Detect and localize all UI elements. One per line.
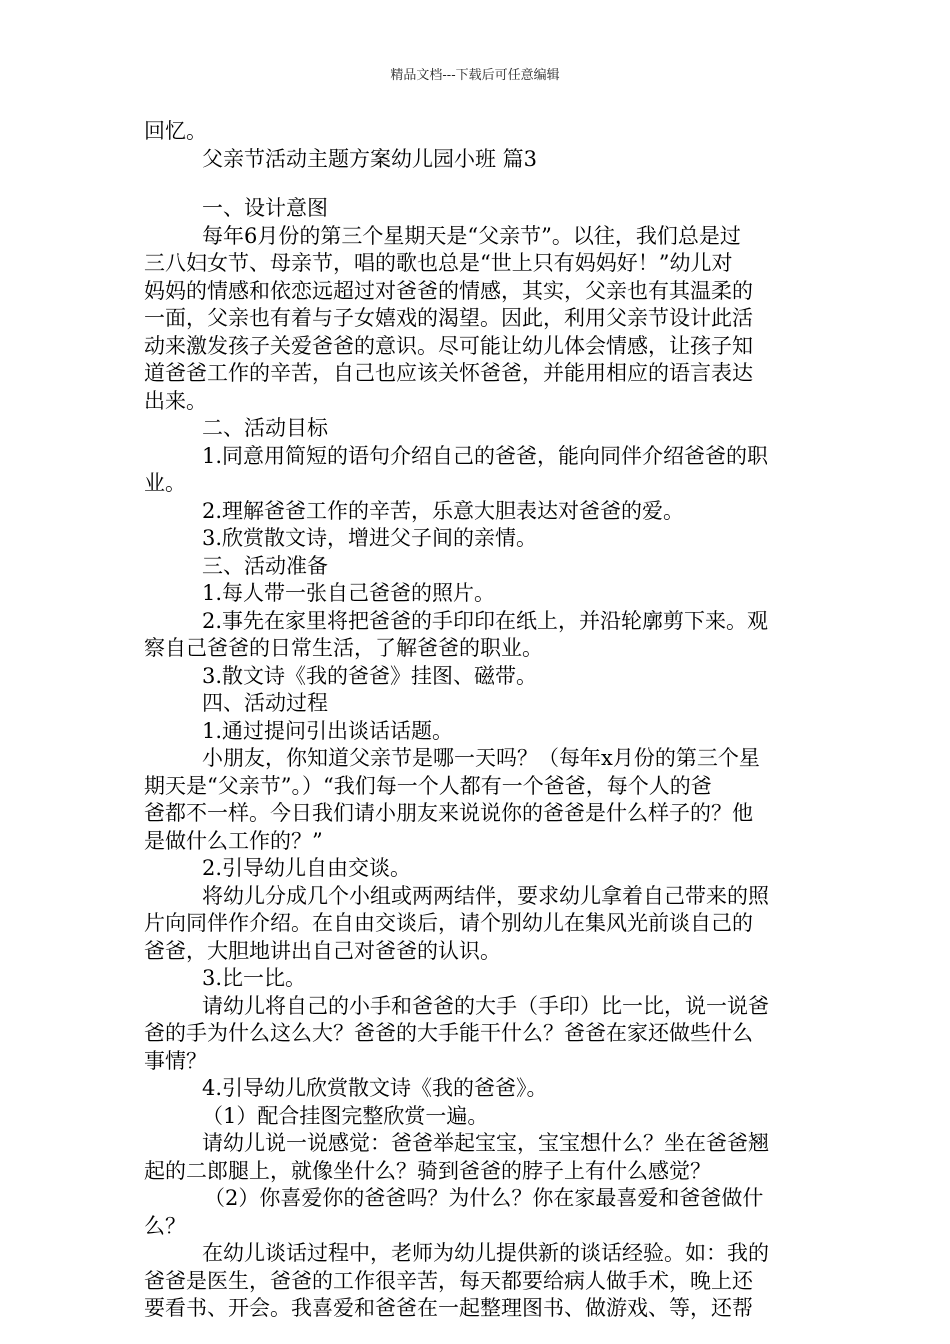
text-line: 3.比一比。 [202, 966, 307, 990]
text-line: 回忆。 [144, 119, 207, 143]
text-line: 三八妇女节、母亲节，唱的歌也总是“世上只有妈妈好！”幼儿对 [144, 251, 733, 275]
text-line: 3.欣赏散文诗，增进父子间的亲情。 [202, 526, 538, 550]
text-line: 2.引导幼儿自由交谈。 [202, 856, 412, 880]
text-line: 事情？ [144, 1048, 207, 1073]
text-line: 将幼儿分成几个小组或两两结伴，要求幼儿拿着自己带来的照 [202, 883, 769, 908]
document-body [144, 118, 808, 1323]
text-line: 父亲节活动主题方案幼儿园小班 篇3 [202, 146, 538, 171]
text-line: 要看书、开会。我喜爱和爸爸在一起整理图书、做游戏、等，还帮 [144, 1296, 753, 1320]
text-line: 爸爸，大胆地讲出自己对爸爸的认识。 [144, 938, 501, 963]
text-line: 1.通过提问引出谈话话题。 [202, 718, 454, 743]
text-line: 出来。 [144, 388, 207, 413]
text-line: 四、活动过程 [202, 691, 328, 715]
text-line: 爸的手为什么这么大？爸爸的大手能干什么？爸爸在家还做些什么 [144, 1021, 753, 1045]
text-line: 1.每人带一张自己爸爸的照片。 [202, 581, 496, 605]
text-line: 3.散文诗《我的爸爸》挂图、磁带。 [202, 663, 538, 688]
text-line: 一面，父亲也有着与子女嬉戏的渴望。因此，利用父亲节设计此活 [144, 306, 753, 330]
text-line: 三、活动准备 [202, 553, 328, 578]
text-line: 片向同伴作介绍。在自由交谈后，请个别幼儿在集风光前谈自己的 [144, 911, 753, 935]
text-line: 4.引导幼儿欣赏散文诗《我的爸爸》。 [202, 1076, 548, 1100]
page-header: 精品文档---下载后可任意编辑 [390, 68, 560, 83]
text-line: 期天是“父亲节”。）“我们每一个人都有一个爸爸，每个人的爸 [144, 773, 712, 798]
text-line: （1）配合挂图完整欣赏一遍。 [202, 1103, 489, 1128]
text-line: 请幼儿说一说感觉：爸爸举起宝宝，宝宝想什么？坐在爸爸翘 [202, 1131, 769, 1155]
text-line: 2.事先在家里将把爸爸的手印印在纸上，并沿轮廓剪下来。观 [202, 608, 769, 633]
text-line: 请幼儿将自己的小手和爸爸的大手（手印）比一比，说一说爸 [202, 993, 769, 1018]
text-line: 么？ [144, 1213, 186, 1238]
text-line: 一、设计意图 [202, 196, 328, 220]
text-line: 业。 [144, 471, 186, 495]
text-line: 小朋友，你知道父亲节是哪一天吗？（每年x月份的第三个星 [202, 746, 760, 770]
text-line: 二、活动目标 [202, 416, 328, 440]
text-line: （2）你喜爱你的爸爸吗？为什么？你在家最喜爱和爸爸做什 [204, 1186, 764, 1210]
text-line: 是做什么工作的？” [144, 828, 323, 853]
text-line: 动来激发孩子关爱爸爸的意识。尽可能让幼儿体会情感，让孩子知 [144, 333, 753, 358]
text-line: 在幼儿谈话过程中，老师为幼儿提供新的谈话经验。如：我的 [202, 1241, 769, 1265]
text-line: 爸爸是医生，爸爸的工作很辛苦，每天都要给病人做手术，晚上还 [144, 1268, 753, 1293]
text-line: 察自己爸爸的日常生活，了解爸爸的职业。 [144, 636, 543, 660]
text-line: 1.同意用简短的语句介绍自己的爸爸，能向同伴介绍爸爸的职 [202, 443, 769, 468]
text-line: 妈妈的情感和依恋远超过对爸爸的情感，其实，父亲也有其温柔的 [144, 278, 753, 303]
text-line: 每年6月份的第三个星期天是“父亲节”。以往，我们总是过 [202, 223, 741, 248]
text-line: 道爸爸工作的辛苦，自己也应该关怀爸爸，并能用相应的语言表达 [144, 361, 753, 385]
blank-line [144, 173, 808, 195]
text-line: 起的二郎腿上，就像坐什么？骑到爸爸的脖子上有什么感觉？ [144, 1158, 711, 1183]
text-line: 爸都不一样。今日我们请小朋友来说说你的爸爸是什么样子的？他 [144, 801, 753, 825]
text-line: 2.理解爸爸工作的辛苦，乐意大胆表达对爸爸的爱。 [202, 498, 685, 523]
